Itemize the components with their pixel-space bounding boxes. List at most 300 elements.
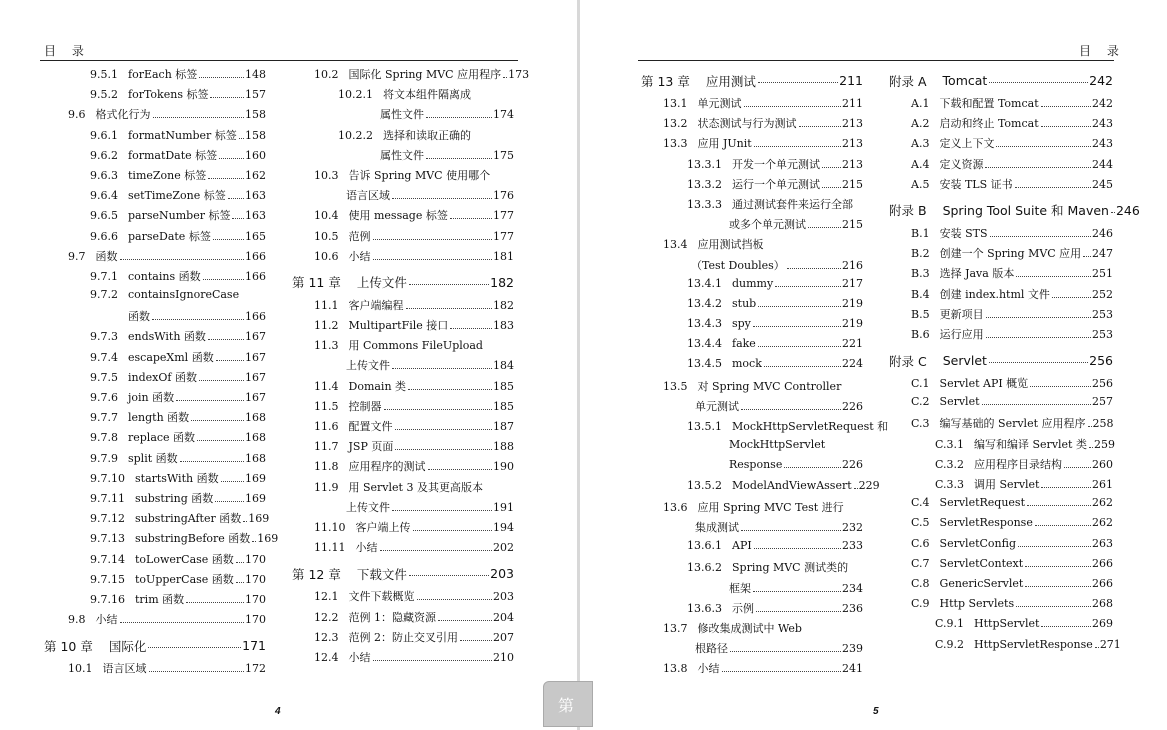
dot-leader [1041,626,1091,627]
toc-entry-page: 204 [493,610,514,624]
toc-entry-page: 203 [493,590,514,604]
toc-entry-number: 9.7.10 [90,471,125,485]
toc-chapter-entry [292,559,514,588]
dot-leader [1015,187,1091,188]
dot-leader [236,582,244,583]
toc-entry [641,539,863,559]
toc-entry [44,228,266,248]
toc-entry [641,216,863,236]
page-turn-tab[interactable] [543,681,593,727]
toc-entry [292,609,514,629]
dot-leader [753,591,841,592]
toc-entry-page: 165 [245,229,266,243]
toc-entry-page: 162 [245,168,266,182]
toc-entry [641,519,863,539]
toc-entry-number: A.2 [911,117,930,131]
toc-chapter-entry [292,268,514,297]
toc-entry-title: spy [732,317,751,331]
toc-entry-number: 11.3 [314,339,339,353]
dot-leader [764,366,841,367]
dot-leader [1035,525,1091,526]
toc-entry-number: 11.7 [314,440,339,454]
toc-entry-page: 256 [1092,377,1113,391]
toc-entry-title: 创建一个 Spring MVC 应用 [939,247,1082,261]
toc-entry-title: Servlet [939,395,980,409]
toc-column [44,66,279,680]
toc-entry-page: 259 [1093,437,1115,451]
toc-entry-page: 226 [842,399,863,413]
toc-entry-title: HttpServlet [974,617,1040,631]
toc-entry-page: 262 [1092,496,1113,510]
toc-entry-page: 167 [245,391,266,404]
dot-leader [784,467,841,468]
toc-entry [641,156,863,176]
toc-entry-page: 261 [1092,478,1113,491]
dot-leader [215,501,244,502]
toc-column [641,66,889,680]
toc-entry-page: 262 [1092,516,1113,530]
toc-entry-title: 客户端编程 [348,298,404,312]
toc-entry-title: Servlet API 概览 [939,377,1029,391]
toc-entry-number: 附录 B [889,203,927,219]
dot-leader [756,611,841,612]
toc-entry-number: 9.7.1 [90,269,118,283]
toc-entry [641,640,863,660]
toc-entry-title: dummy [732,276,774,290]
dot-leader [392,368,492,369]
toc-entry [292,438,514,458]
toc-entry-title: ServletConfig [939,536,1016,550]
toc-entry-page: 170 [245,592,266,606]
toc-entry-title: 单元测试 [697,97,742,110]
toc-entry-number: 13.4.1 [687,276,722,290]
toc-entry-page: 213 [842,137,863,151]
toc-entry [44,409,266,429]
toc-entry-page: 171 [242,638,266,654]
toc-entry [641,135,863,155]
toc-entry [641,257,863,277]
toc-entry-number: 9.7.3 [90,330,118,344]
toc-entry [889,225,1113,245]
toc-entry [641,378,863,398]
toc-entry [889,516,1113,536]
toc-entry-title: 函数 [128,310,150,324]
toc-entry-title: stub [732,296,757,310]
toc-entry-number: C.8 [911,576,930,590]
toc-entry [889,637,1121,658]
dot-leader [191,420,244,421]
toc-entry-number: B.3 [911,267,930,281]
toc-chapter-entry [889,66,1113,95]
toc-chapter-entry [889,346,1113,375]
toc-entry-title: 安装 TLS 证书 [939,177,1013,191]
toc-entry-page: 213 [842,117,863,131]
dot-leader [854,488,858,489]
toc-entry-number: 附录 A [889,73,927,89]
toc-entry-number: 9.5.1 [90,68,118,81]
toc-entry-number: B.2 [911,247,930,261]
toc-entry-title: 运行一个单元测试 [732,177,820,191]
toc-entry-title: parseDate 标签 [128,229,211,243]
toc-entry-number: 13.4.5 [687,357,722,371]
toc-entry-number: A.1 [911,97,930,110]
toc-entry-page: 158 [245,128,266,142]
toc-entry-number: 11.6 [314,420,339,433]
toc-entry-number: 附录 C [889,353,927,369]
page-header-title: 目 录 [1079,44,1125,58]
dot-leader [384,409,493,410]
toc-entry-page: 169 [245,491,266,505]
toc-entry-number: 13.3.1 [687,157,722,171]
toc-entry [44,147,266,167]
toc-entry-page: 242 [1089,73,1113,88]
dot-leader [990,236,1092,237]
dot-leader [197,440,244,441]
toc-entry [889,577,1113,597]
toc-entry-title: Spring Tool Suite 和 Maven [942,203,1109,219]
toc-entry-number: 9.6.3 [90,168,118,182]
toc-entry-number: 9.7.11 [90,491,125,505]
toc-entry-title: GenericServlet [939,576,1024,590]
toc-entry [641,458,863,478]
toc-entry [292,629,514,649]
toc-entry-title: formatNumber 标签 [128,128,237,142]
dot-leader [408,389,492,390]
toc-entry-title: 小结 [355,541,378,555]
toc-column [889,66,1140,658]
toc-entry [292,479,514,499]
toc-entry [292,106,514,126]
toc-entry-number: 9.6.5 [90,209,118,223]
toc-entry-number: 13.1 [663,97,688,110]
toc-entry-title: 属性文件 [380,108,424,122]
toc-entry-page: 246 [1092,226,1113,240]
toc-entry-page: 207 [493,630,514,644]
toc-entry [292,337,514,357]
toc-entry-page: 190 [493,460,514,474]
toc-entry-title: 使用 message 标签 [348,209,448,223]
toc-entry-number: 11.4 [314,379,339,393]
toc-entry-page: 172 [245,662,266,676]
toc-entry [641,236,863,256]
toc-entry [889,496,1113,516]
toc-entry-number: 13.5.1 [687,420,722,433]
toc-entry [889,617,1113,637]
toc-entry-number: C.3 [911,417,930,431]
toc-entry [44,268,266,288]
toc-entry [641,418,889,438]
toc-entry-title: parseNumber 标签 [128,209,231,223]
dot-leader [152,319,244,320]
toc-entry-title: Response [729,458,783,472]
toc-entry [641,115,863,135]
toc-entry-title: Domain 类 [348,379,407,393]
toc-entry-page: 257 [1092,395,1113,409]
toc-entry [641,660,863,680]
toc-entry-page: 173 [508,68,530,81]
toc-entry-title: contains 函数 [128,269,201,283]
toc-entry-number: C.3.3 [935,478,965,491]
toc-entry-title: 修改集成测试中 Web [697,621,802,635]
toc-entry-title: 小结 [95,613,118,627]
toc-entry [44,429,266,449]
toc-entry-title: 范例 1：隐藏资源 [348,610,436,624]
toc-entry [641,620,863,640]
toc-entry-page: 229 [858,478,880,492]
toc-entry [44,450,266,470]
toc-entry-number: C.4 [911,496,930,510]
toc-entry-title: HttpServletResponse [974,637,1093,651]
toc-entry-title: 范例 2：防止交叉引用 [348,630,458,644]
toc-entry-page: 247 [1092,247,1113,261]
toc-entry [889,265,1113,285]
toc-entry [641,499,863,519]
toc-entry [641,196,863,216]
toc-entry-number: 11.9 [314,480,339,494]
toc-entry [292,539,514,559]
toc-entry-page: 213 [842,157,863,171]
toc-entry-page: 191 [493,500,514,514]
toc-entry-page: 183 [493,319,514,333]
toc-entry-title: JSP 页面 [348,440,394,454]
toc-entry-number: 9.8 [68,613,86,627]
toc-entry [44,349,266,369]
toc-entry-title: 集成测试 [695,520,739,534]
toc-entry-title: 定义上下文 [939,137,995,151]
toc-entry [292,418,514,438]
dot-leader [1095,647,1099,648]
dot-leader [239,138,244,139]
dot-leader [741,409,841,410]
dot-leader [243,521,247,522]
toc-entry-number: 12.1 [314,590,339,604]
toc-entry-title: 安装 STS [939,226,988,240]
toc-entry-number: B.4 [911,287,930,301]
dot-leader [996,146,1091,147]
dot-leader [1088,426,1092,427]
toc-entry-number: 9.7.15 [90,572,125,586]
toc-entry [44,66,266,86]
dot-leader [409,284,489,285]
toc-entry-title: （Test Doubles） [691,258,785,272]
toc-entry-title: escapeXml 函数 [128,350,214,364]
dot-leader [395,449,492,450]
toc-entry-page: 221 [842,337,863,351]
dot-leader [758,82,838,83]
dot-leader [730,651,841,652]
toc-entry-title: 用 Servlet 3 及其更高版本 [348,480,483,494]
toc-entry-number: 13.3.3 [687,197,722,211]
toc-entry-page: 211 [842,97,863,110]
toc-entry-number: 第 12 章 [292,566,341,582]
toc-entry-title: split 函数 [128,451,178,465]
dot-leader [799,126,842,127]
toc-entry-number: C.7 [911,556,930,570]
toc-entry-page: 177 [493,229,514,243]
toc-entry-number: 11.11 [314,541,346,555]
toc-entry-title: 更新项目 [939,307,984,321]
toc-entry [44,328,266,348]
toc-entry-page: 170 [245,552,266,566]
toc-entry-number: A.3 [911,137,930,151]
dot-leader [1030,386,1091,387]
toc-entry-title: 用 Commons FileUpload [348,339,483,353]
toc-entry-page: 239 [842,642,863,656]
toc-entry-title: 定义资源 [939,157,984,171]
toc-entry [292,66,530,86]
page-number: 5 [873,706,879,717]
dot-leader [219,158,244,159]
toc-entry-page: 174 [493,108,514,122]
dot-leader [985,167,1091,168]
toc-entry-number: 9.7.13 [90,532,125,546]
dot-leader [252,541,256,542]
toc-entry-number: 第 11 章 [292,275,341,291]
toc-entry [44,571,266,591]
toc-entry-title: 框架 [729,581,751,595]
dot-leader [395,429,493,430]
header-rule [638,60,1114,61]
toc-entry-title: length 函数 [128,411,190,425]
toc-entry-title: 选择 Java 版本 [939,267,1015,281]
toc-entry [889,115,1113,135]
toc-entry-title: Http Servlets [939,597,1015,611]
toc-chapter-entry [641,66,863,95]
toc-entry-title: 根路径 [695,642,728,656]
toc-entry-number: 13.3 [663,137,688,151]
toc-entry-title: ServletRequest [939,496,1025,510]
toc-entry-title: 应用程序的测试 [348,460,426,474]
toc-entry-title: substringBefore 函数 [135,532,251,546]
toc-entry-title: fake [732,337,756,351]
toc-entry [292,649,514,669]
toc-entry-title: 下载和配置 Tomcat [939,97,1039,110]
toc-entry-title: 应用程序目录结构 [974,457,1063,471]
toc-entry-title: 格式化行为 [95,108,151,122]
dot-leader [208,339,244,340]
toc-entry-page: 245 [1092,177,1113,191]
toc-entry-number: A.5 [911,177,930,191]
toc-entry-page: 219 [842,317,863,331]
toc-entry [889,306,1113,326]
toc-entry [641,580,863,600]
toc-entry-page: 253 [1092,327,1113,341]
toc-entry-title: ModelAndViewAssert [732,478,852,492]
toc-entry-number: 9.7.16 [90,592,125,606]
toc-entry-number: C.2 [911,395,930,409]
toc-entry-number: 13.2 [663,117,688,131]
toc-entry-title: formatDate 标签 [128,148,218,162]
dot-leader [1064,467,1091,468]
toc-entry-page: 244 [1092,157,1113,171]
toc-entry [292,207,514,227]
dot-leader [753,326,841,327]
toc-entry [44,611,266,631]
toc-entry-number: 9.7.4 [90,350,118,364]
toc-entry-title: startsWith 函数 [135,471,219,485]
dot-leader [213,239,244,240]
toc-entry-number: 13.4 [663,238,688,252]
dot-leader [460,640,492,641]
toc-entry-title: 小结 [697,662,720,676]
toc-entry [44,127,266,147]
dot-leader [176,400,244,401]
toc-entry-page: 182 [493,298,514,312]
dot-leader [1041,487,1091,488]
toc-entry-number: 11.8 [314,460,339,474]
toc-entry-title: MockHttpServlet [729,438,826,452]
dot-leader [236,562,244,563]
toc-entry-page: 224 [842,357,863,371]
toc-entry [44,369,266,389]
toc-entry-title: endsWith 函数 [128,330,206,344]
toc-entry [44,470,266,490]
toc-entry-number: 9.7 [68,249,86,263]
dot-leader [758,306,841,307]
toc-entry-title: substringAfter 函数 [135,512,242,526]
toc-entry [641,95,863,115]
toc-entry-page: 246 [1115,202,1140,218]
toc-entry-number: 9.5.2 [90,88,118,102]
toc-entry-title: 下载文件 [356,566,407,582]
toc-entry-page: 188 [493,440,514,454]
toc-entry-page: 170 [245,613,266,627]
toc-entry [292,398,514,418]
toc-entry-title: 示例 [732,601,754,615]
toc-entry-page: 252 [1092,287,1113,301]
left-page [0,0,577,730]
toc-entry [292,147,514,167]
toc-entry-title: forTokens 标签 [128,88,209,102]
toc-entry [641,317,863,337]
toc-entry-number: 10.6 [314,249,339,263]
toc-entry-page: 157 [245,88,266,102]
toc-entry-title: 属性文件 [380,148,424,162]
toc-entry-page: 215 [842,218,863,232]
dot-leader [221,481,244,482]
dot-leader [758,346,841,347]
toc-entry-title: toLowerCase 函数 [135,552,234,566]
dot-leader [417,599,493,600]
toc-entry-title: 语言区域 [346,189,390,203]
toc-entry-page: 256 [1089,353,1113,369]
toc-entry [44,660,266,680]
toc-entry-page: 243 [1092,137,1113,151]
toc-entry-page: 167 [245,330,266,344]
toc-column [292,66,530,669]
dot-leader [1025,566,1091,567]
toc-entry-page: 203 [490,566,514,582]
toc-entry-page: 219 [842,296,863,310]
toc-entry-title: API [732,539,752,553]
toc-entry-page: 176 [493,189,514,203]
toc-entry-title: 通过测试套件来运行全部 [732,197,853,211]
toc-entry-page: 258 [1092,417,1114,431]
dot-leader [438,620,492,621]
toc-entry-page: 216 [842,258,863,272]
dot-leader [986,317,1091,318]
dot-leader [982,404,1092,405]
toc-entry [641,337,863,357]
toc-entry-page: 184 [493,359,514,373]
toc-entry [44,389,266,409]
toc-entry-title: Spring MVC 测试类的 [732,561,849,575]
toc-entry [44,530,279,550]
toc-entry-page: 163 [245,189,266,203]
toc-entry-page: 253 [1092,307,1113,321]
toc-entry [641,398,863,418]
toc-entry-number: C.5 [911,516,930,530]
